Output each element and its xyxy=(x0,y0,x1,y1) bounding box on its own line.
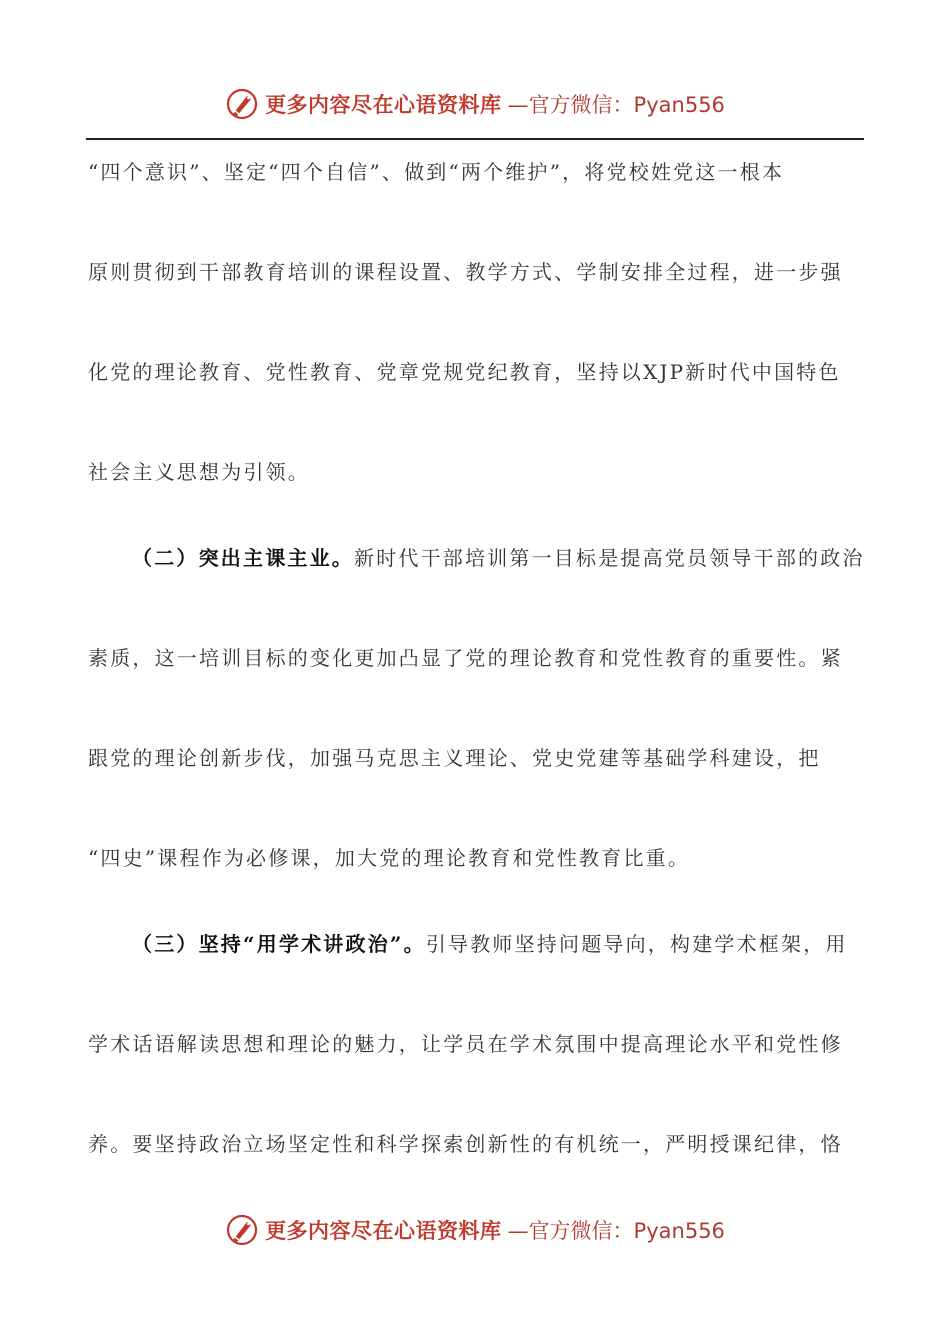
footer-banner-wechat: —官方微信：Pyan556 xyxy=(507,1219,725,1243)
body-line-11: 养。要坚持政治立场坚定性和科学探索创新性的有机统一，严明授课纪律，恪 xyxy=(88,1132,843,1156)
body-line-1: “四个意识”、坚定“四个自信”、做到“两个维护”，将党校姓党这一根本 xyxy=(88,160,785,184)
body-line-3: 化党的理论教育、党性教育、党章党规党纪教育，坚持以XJP新时代中国特色 xyxy=(88,360,841,384)
section-3-first-line xyxy=(132,932,848,956)
body-line-6: 素质，这一培训目标的变化更加凸显了党的理论教育和党性教育的重要性。紧 xyxy=(88,646,843,670)
body-line-4: 社会主义思想为引领。 xyxy=(88,460,310,484)
section-3-line-rest: 引导教师坚持问题导向，构建学术框架，用 xyxy=(425,932,848,956)
section-2-heading: （二）突出主课主业。 xyxy=(132,546,354,570)
header-divider xyxy=(86,138,864,140)
pen-nib-logo-icon xyxy=(225,1213,259,1247)
section-3-heading: （三）坚持“用学术讲政治”。 xyxy=(132,932,426,956)
footer-banner-title: 更多内容尽在心语资料库 xyxy=(265,1218,502,1243)
section-2-first-line xyxy=(132,546,865,570)
header-banner-wechat: —官方微信：Pyan556 xyxy=(507,93,725,117)
section-2-line-rest: 新时代干部培训第一目标是提高党员领导干部的政治 xyxy=(354,546,865,570)
body-line-8: “四史”课程作为必修课，加大党的理论教育和党性教育比重。 xyxy=(88,846,691,870)
header-banner-title: 更多内容尽在心语资料库 xyxy=(265,92,502,117)
header-banner xyxy=(0,84,950,124)
pen-nib-logo-icon xyxy=(225,87,259,121)
body-line-2: 原则贯彻到干部教育培训的课程设置、教学方式、学制安排全过程，进一步强 xyxy=(88,260,843,284)
body-line-10: 学术话语解读思想和理论的魅力，让学员在学术氛围中提高理论水平和党性修 xyxy=(88,1032,843,1056)
footer-banner xyxy=(0,1210,950,1250)
body-line-7: 跟党的理论创新步伐，加强马克思主义理论、党史党建等基础学科建设，把 xyxy=(88,746,821,770)
